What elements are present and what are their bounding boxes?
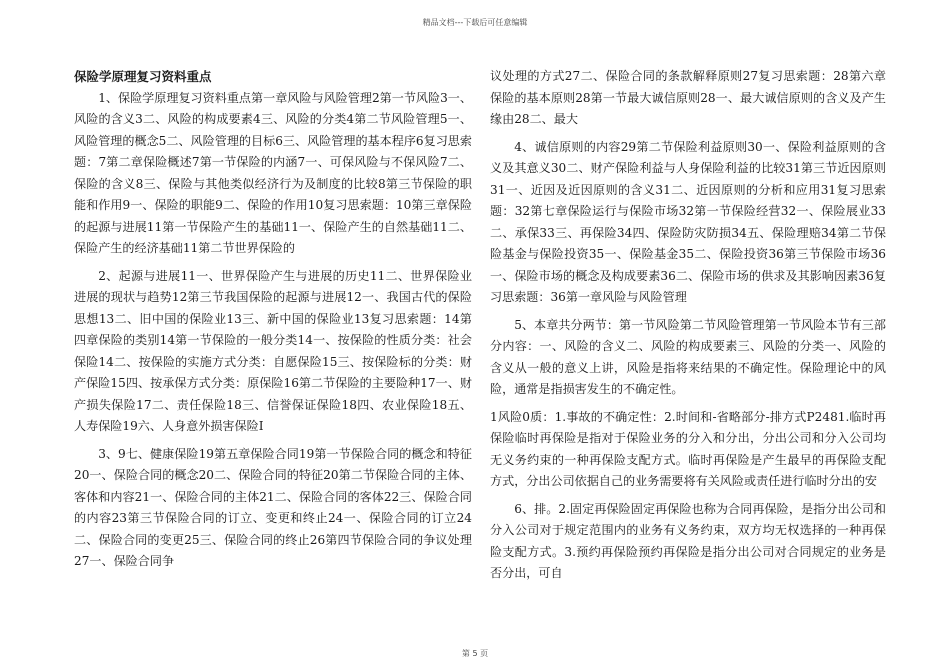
right-column	[490, 66, 886, 591]
page-number: 第 5 页	[461, 649, 489, 658]
document-title: 保险学原理复习资料重点	[74, 69, 212, 84]
paragraph-2: 2、起源与进展11一、世界保险产生与进展的历史11二、世界保险业进展的现状与趋势12第三节我国保险的起源与进展12一、我国古代的保险思想13二、旧中国的保险业13三、新中国的保险业13复习思索题：14第四章保险的类别14第一节保险的一般分类14一、按保险的性质分类：社会保险14二、按保险的实施方式分类：自愿保险15三、按保险标的分类：财产保险15四、按承保方式分类：原保险16第二节保险的主要险种17一、财产损失保险17二、责任保险18三、信誉保证保险18四、农业保险18五、人寿保险19六、人身意外损害保险I	[74, 268, 472, 433]
paragraph-1: 1、保险学原理复习资料重点第一章风险与风险管理2第一节风险3一、风险的含义3二、风险的构成要素4三、风险的分类4第二节风险管理5一、风险管理的概念5二、风险管理的目标6三、风险管理的基本程序6复习思索题：7第二章保险概述7第一节保险的内涵7一、可保风险与不保风险7二、保险的含义8三、保险与其他类似经济行为及制度的比较8第三节保险的职能和作用9一、保险的职能9二、保险的作用10复习思索题：10第三章保险的起源与进展11第一节保险产生的基础11一、保险产生的自然基础11二、保险产生的经济基础11第二节世界保险的	[74, 90, 472, 255]
paragraph-3: 3、9七、健康保险19第五章保险合同19第一节保险合同的概念和特征20一、保险合同的概念20二、保险合同的特征20第二节保险合同的主体、客体和内容21一、保险合同的主体21二、保险合同的客体22三、保险合同的内容23第三节保险合同的订立、变更和终止24一、保险合同的订立24二、保险合同的变更25三、保险合同的终止26第四节保险合同的争议处理27一、保险合同争	[74, 446, 472, 568]
paragraph-4: 4、诚信原则的内容29第二节保险利益原则30一、保险利益原则的含义及其意义30二、财产保险利益与人身保险利益的比较31第三节近因原则31一、近因及近因原则的含义31二、近因原则的分析和应用31复习思索题：32第七章保险运行与保险市场32第一节保险经营32一、保险展业33二、承保33三、再保险34四、保险防灾防损34五、保险理赔34第二节保险基金与保险投资35一、保险基金35二、保险投资36第三节保险市场36一、保险市场的概念及构成要素36二、保险市场的供求及其影响因素36复习思索题：36第一章风险与风险管理	[490, 139, 886, 304]
paragraph-5-continued: 1风险0质：1.事故的不确定性：2.时间和-省略部分-排方式P2481.临时再保险临时再保险是指对于保险业务的分入和分出，分出公司和分入公司均无义务约束的一种再保险支配方式。临时再保险是产生最早的再保险支配方式，分出公司依据自己的业务需要将有关风险或责任进行临时分出的安	[490, 409, 886, 488]
page-header: 精品文档---下载后可任意编辑	[422, 18, 528, 27]
left-column	[74, 66, 472, 579]
paragraph-6: 6、排。2.固定再保险固定再保险也称为合同再保险，是指分出公司和分入公司对于规定范围内的业务有义务约束，双方均无权选择的一种再保险支配方式。3.预约再保险预约再保险是指分出公司对合同规定的业务是否分出，可自	[490, 501, 886, 580]
paragraph-5: 5、本章共分两节：第一节风险第二节风险管理第一节风险本节有三部分内容：一、风险的含义二、风险的构成要素三、风险的分类一、风险的含义从一般的意义上讲，风险是指将来结果的不确定性。保险理论中的风险，通常是指损害发生的不确定性。	[490, 317, 886, 396]
paragraph-3-continued: 议处理的方式27二、保险合同的条款解释原则27复习思索题：28第六章保险的基本原则28第一节最大诚信原则28一、最大诚信原则的含义及产生缘由28二、最大	[490, 69, 886, 126]
